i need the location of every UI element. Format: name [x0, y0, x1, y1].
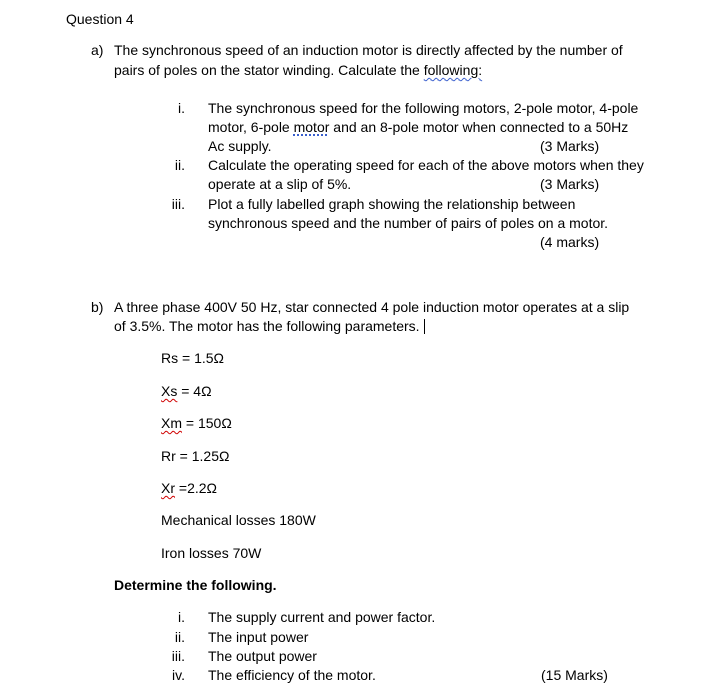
- text-cursor: [424, 319, 425, 334]
- item-b-iv-number: iv.: [172, 667, 185, 683]
- item-a-i-line-2: motor, 6-pole motor and an 8-pole motor when connected to a 50Hz: [208, 119, 629, 135]
- item-a-ii-marks: (3 Marks): [540, 176, 600, 192]
- item-a-i-marks: (3 Marks): [540, 138, 600, 154]
- param-xs: Xs = 4Ω: [161, 383, 212, 399]
- param-rr: Rr = 1.25Ω: [161, 448, 230, 464]
- following-spellcheck: following:: [423, 62, 483, 78]
- item-a-ii-number: ii.: [174, 157, 185, 173]
- item-b-ii-number: ii.: [174, 629, 185, 645]
- motor-grammar-flag: motor: [293, 119, 330, 135]
- item-a-ii-line-1: Calculate the operating speed for each of the above motors when they: [208, 157, 644, 173]
- part-a-line-2: pairs of poles on the stator winding. Calculate the following:: [114, 62, 483, 78]
- item-b-i-number: i.: [178, 609, 185, 625]
- part-b-line-2: of 3.5%. The motor has the following parameters.: [114, 317, 425, 335]
- item-a-iii-number: iii.: [171, 196, 185, 212]
- item-a-ii-line-2: operate at a slip of 5%.: [208, 176, 352, 192]
- item-a-iii-marks: (4 marks): [540, 234, 600, 250]
- item-b-iv-text: The efficiency of the motor.: [208, 667, 376, 683]
- item-a-i-line-3: Ac supply.: [208, 138, 272, 154]
- question-title: Question 4: [66, 11, 134, 27]
- item-b-iii-number: iii.: [171, 648, 185, 664]
- param-xm: Xm = 150Ω: [161, 415, 232, 431]
- param-xr: Xr =2.2Ω: [161, 480, 217, 496]
- item-a-i-number: i.: [178, 100, 185, 116]
- param-mechanical-losses: Mechanical losses 180W: [161, 512, 316, 528]
- item-a-iii-line-1: Plot a fully labelled graph showing the relationship between: [208, 196, 576, 212]
- param-iron-losses: Iron losses 70W: [161, 545, 262, 561]
- part-a-line-1: The synchronous speed of an induction motor is directly affected by the number of: [114, 42, 623, 58]
- part-a-label: a): [91, 42, 104, 58]
- part-b-marks: (15 Marks): [541, 667, 608, 683]
- item-b-ii-text: The input power: [208, 629, 309, 645]
- item-b-i-text: The supply current and power factor.: [208, 609, 436, 625]
- param-rs: Rs = 1.5Ω: [161, 350, 224, 366]
- item-a-i-line-1: The synchronous speed for the following motors, 2-pole motor, 4-pole: [208, 100, 639, 116]
- item-b-iii-text: The output power: [208, 648, 317, 664]
- part-b-line-1: A three phase 400V 50 Hz, star connected 4 pole induction motor operates at a slip: [114, 299, 630, 315]
- part-b-label: b): [91, 299, 104, 315]
- item-a-iii-line-2: synchronous speed and the number of pairs of poles on a motor.: [208, 215, 609, 231]
- determine-heading: Determine the following.: [114, 577, 277, 593]
